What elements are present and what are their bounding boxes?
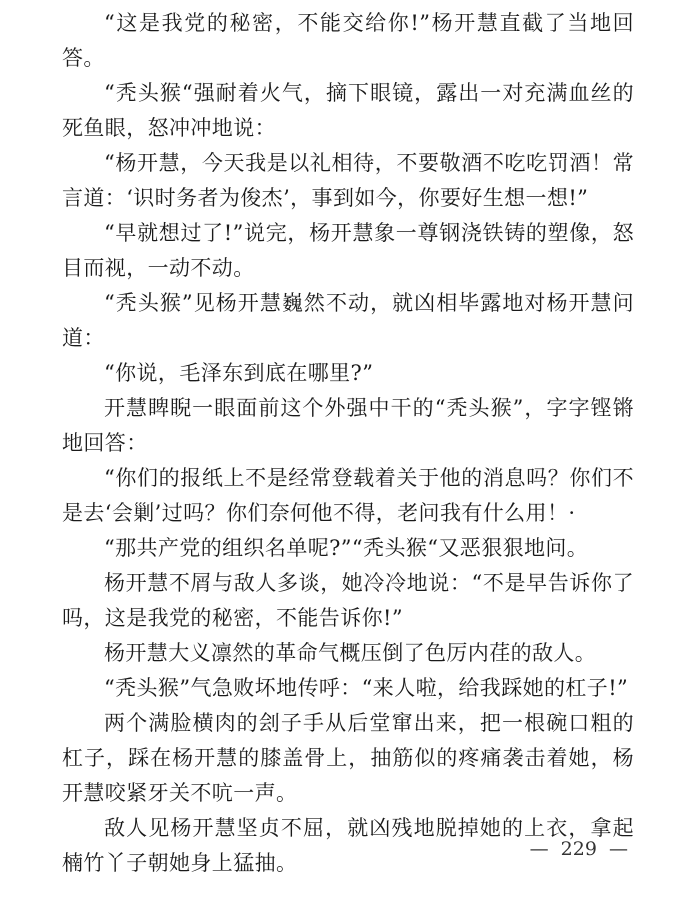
paragraph: “这是我党的秘密，不能交给你!”杨开慧直截了当地回答。 (62, 11, 634, 70)
paragraph: “你说，毛泽东到底在哪里?” (104, 361, 374, 385)
page-number: — 229 — (529, 838, 628, 860)
paragraph: 杨开慧大义凛然的革命气概压倒了色厉内荏的敌人。 (104, 641, 597, 665)
paragraph: 敌人见杨开慧坚贞不屈，就凶残地脱掉她的上衣，拿起楠竹丫子朝她身上猛抽。 (62, 816, 634, 875)
body-text (62, 6, 634, 881)
paragraph: 开慧睥睨一眼面前这个外强中干的“秃头猴”，字字铿锵地回答： (62, 396, 634, 455)
paragraph: 杨开慧不屑与敌人多谈，她冷冷地说：“不是早告诉你了吗，这是我党的秘密，不能告诉你!” (62, 571, 634, 630)
paragraph: “那共产党的组织名单呢?”“秃头猴“又恶狠狠地问。 (104, 536, 589, 560)
paragraph: “早就想过了!”说完，杨开慧象一尊钢浇铁铸的塑像，怒目而视，一动不动。 (62, 221, 634, 280)
paragraph: 两个满脸横肉的刽子手从后堂窜出来，把一根碗口粗的杠子，踩在杨开慧的膝盖骨上，抽筋似的疼痛袭击着她，杨开慧咬紧牙关不吭一声。 (62, 711, 634, 805)
paragraph: “秃头猴“强耐着火气，摘下眼镜，露出一对充满血丝的死鱼眼，怒冲冲地说： (62, 81, 634, 140)
paragraph: “杨开慧，今天我是以礼相待，不要敬酒不吃吃罚酒！常言道：‘识时务者为俊杰’，事到如今，你要好生想一想!” (62, 151, 634, 210)
paragraph: “秃头猴”气急败坏地传呼：“来人啦，给我踩她的杠子!” (104, 676, 629, 700)
paragraph: “你们的报纸上不是经常登载着关于他的消息吗？你们不是去‘会剿’过吗？你们奈何他不得，老问我有什么用！· (62, 466, 634, 525)
paragraph: “秃头猴”见杨开慧巍然不动，就凶相毕露地对杨开慧问道： (62, 291, 634, 350)
